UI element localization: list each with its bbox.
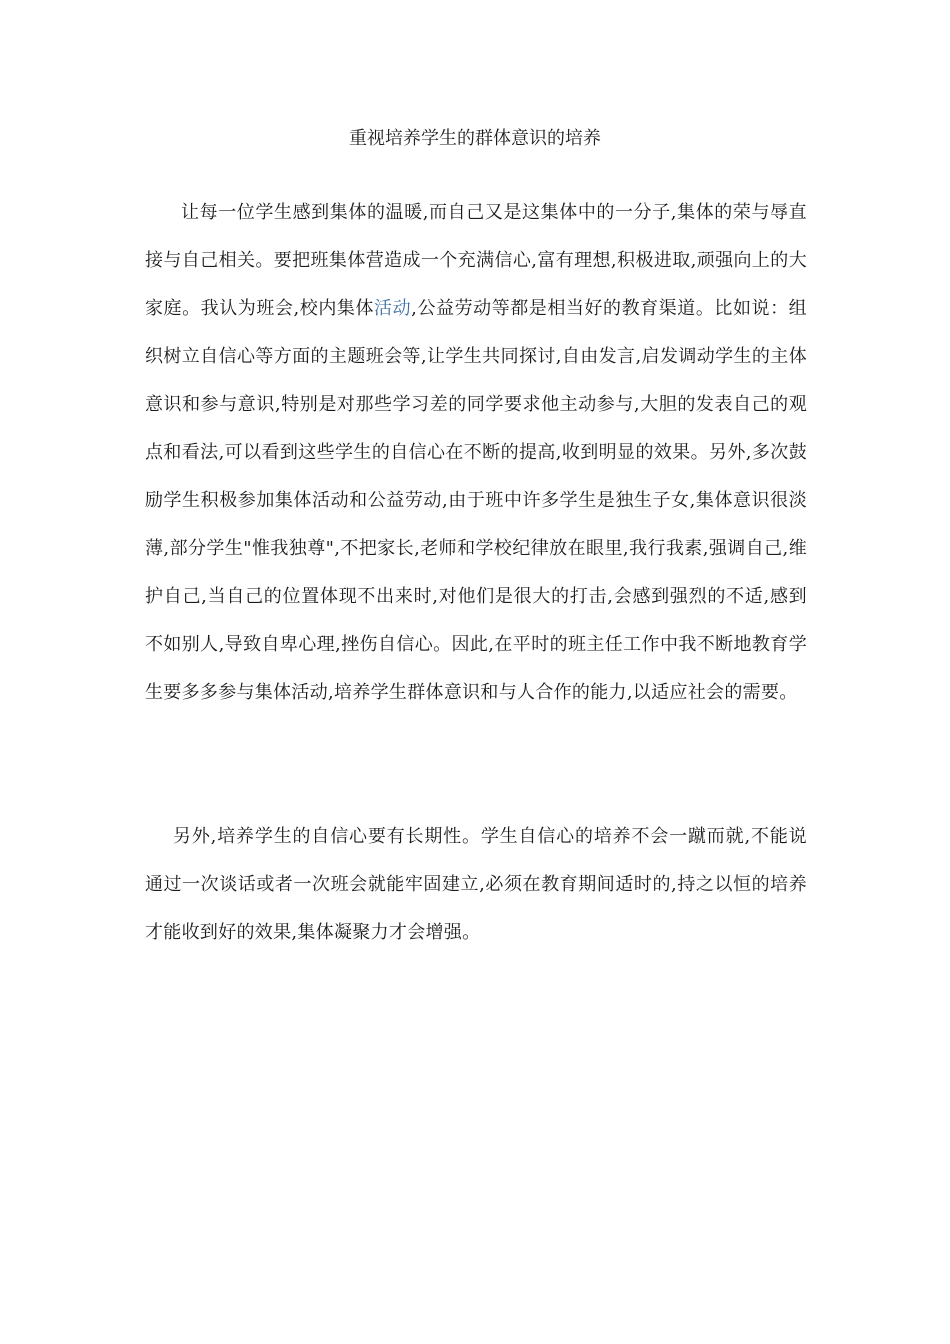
activity-link[interactable]: 活动 xyxy=(374,298,412,319)
paragraph-1 xyxy=(145,189,807,717)
paragraph-1-text-after-link: ,公益劳动等都是相当好的教育渠道。比如说：组织树立自信心等方面的主题班会等,让学生共同探讨,自由发言,启发调动学生的主体意识和参与意识,特别是对那些学习差的同学要求他主动参与,大胆的发表自己的观点和看法,可以看到这些学生的自信心在不断的提高,收到明显的效果。另外,多次鼓励学生积极参加集体活动和公益劳动,由于班中许多学生是独生子女,集体意识很淡薄,部分学生"惟我独尊",不把家长,老师和学校纪律放在眼里,我行我素,强调自己,维护自己,当自己的位置体现不出来时,对他们是很大的打击,会感到强烈的不适,感到不如别人,导致自卑心理,挫伤自信心。因此,在平时的班主任工作中我不断地教育学生要多多参与集体活动,培养学生群体意识和与人合作的能力,以适应社会的需要。 xyxy=(145,298,807,703)
paragraph-2: 另外,培养学生的自信心要有长期性。学生自信心的培养不会一蹴而就,不能说通过一次谈话或者一次班会就能牢固建立,必须在教育期间适时的,持之以恒的培养才能收到好的效果,集体凝聚力才会增强。 xyxy=(145,826,807,943)
paragraph-1-text-before-link: 让每一位学生感到集体的温暖,而自己又是这集体中的一分子,集体的荣与辱直接与自己相关。要把班集体营造成一个充满信心,富有理想,积极进取,顽强向上的大家庭。我认为班会,校内集体 xyxy=(145,202,807,319)
document-title: 重视培养学生的群体意识的培养 xyxy=(349,128,601,149)
